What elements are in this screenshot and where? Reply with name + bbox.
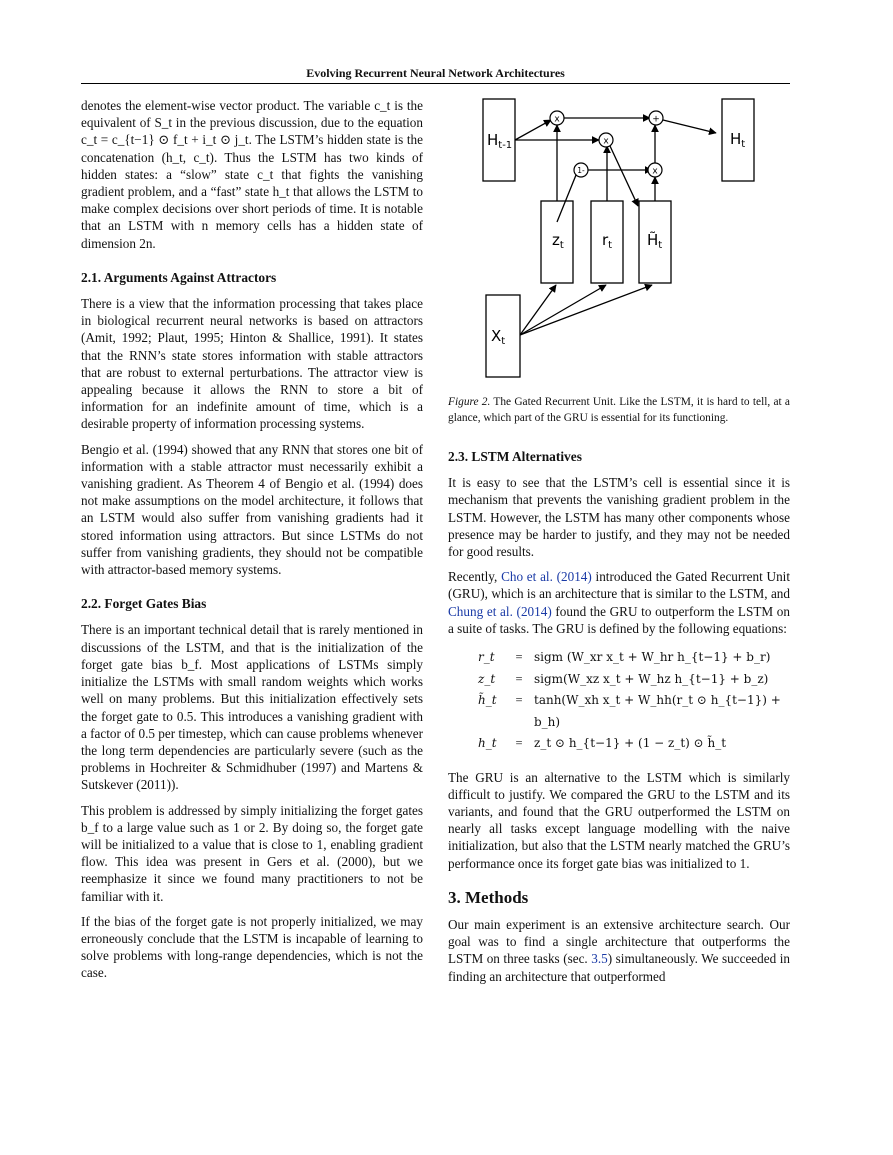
h-prev-label: $H_{t-1}$: [487, 131, 513, 151]
add-label: +: [652, 114, 660, 125]
left-column: [81, 97, 423, 990]
text-span: ) simultaneously. We succeeded in finding an architecture that outperformed: [448, 951, 790, 984]
citation-link[interactable]: Cho et al. (2014): [501, 569, 592, 585]
section-3-heading: 3. Methods: [448, 887, 529, 907]
gru-diagram: [470, 92, 746, 384]
paragraph-gru-intro: [448, 568, 790, 637]
section-2-3-heading: 2.3. LSTM Alternatives: [448, 449, 582, 464]
paragraph-forget-bias: There is an important technical detail that is rarely mentioned in discussions of the LSTM, and that is the initialization of the forget gate bias b_f. Most applications of LSTMs simply initialize the LSTMs with small random weights which works well on many problems. But this initialization effectively sets the forget gate to 0.5. This introduces a vanishing gradient with a factor of 0.5 per timestep, which can cause problems whenever the long term dependencies are particularly severe (such as the problems in Hochreiter & Schmidhuber (1997) and Martens & Sutskever (2011)).: [81, 622, 424, 793]
header-rule: [81, 83, 790, 84]
h-next-label: $H_t$: [730, 130, 746, 150]
equation-rhs: sigm (W_xr x_t + W_hr h_{t−1} + b_r): [534, 650, 771, 665]
figure-caption: [448, 395, 790, 426]
equals-sign: =: [515, 650, 523, 665]
text-span: Our main experiment is an extensive architecture search. Our goal was to find a single architecture that outperforms the LSTM on three tasks (sec.: [448, 916, 790, 967]
text-span: introduced the Gated Recurrent Unit (GRU), which is an architecture that is similar to the LSTM, and: [448, 569, 790, 602]
citation-link[interactable]: Chung et al. (2014): [448, 603, 552, 619]
running-header: Evolving Recurrent Neural Network Architectures: [306, 66, 565, 80]
section-ref-link[interactable]: 3.5: [591, 951, 608, 967]
text-span: found the GRU to outperform the LSTM on a suite of tasks. The GRU is defined by the following equations:: [448, 603, 790, 636]
equation-rhs: tanh(W_xh x_t + W_hh(r_t ⊙ h_{t−1}) + b_h): [534, 693, 781, 729]
equals-sign: =: [515, 736, 523, 751]
equals-sign: =: [515, 671, 523, 686]
paragraph-lstm-cell: It is easy to see that the LSTM’s cell is essential since it is mechanism that prevents the vanishing gradient problem in the LSTM. However, the LSTM has many other components whose presence may be harder to justify, and they may not be needed for good results.: [448, 475, 790, 560]
paragraph-init-fix: This problem is addressed by simply initializing the forget gates b_f to a large value such as 1 or 2. By doing so, the forget gate will be initialized to a value that is close to 1, enabling gradient flow. This idea was present in Gers et al. (2000), but we reemphasize it since we found many practitioners to not be familiar with it.: [81, 802, 423, 904]
gru-equations: [478, 647, 790, 755]
equation-lhs: h_t: [478, 736, 497, 751]
paragraph-lstm-states: denotes the element-wise vector product. The variable c_t is the equivalent of S_t in the previous discussion, due to the equation c_t = c_{t−1} ⊙ f_t + i_t ⊙ j_t. The LSTM’s hidden state is the concatenation (h_t, c_t). Thus the LSTM has two kinds of hidden states: a “slow” state c_t that fights the vanishing gradient problem, and a “fast” state h_t that allows the LSTM to make complex decisions over short periods of time. It is notable that an LSTM with n memory cells has a hidden state of dimension 2n.: [81, 98, 423, 251]
equation-lhs: r_t: [478, 650, 495, 665]
equation-row: [478, 733, 790, 755]
caption-label: Figure 2.: [448, 396, 491, 408]
z-gate-label: $z_t$: [552, 231, 564, 251]
paragraph-gru-comparison: The GRU is an alternative to the LSTM which is similarly difficult to justify. We compared the GRU to the LSTM and its variants, and found that the GRU outperformed the LSTM on nearly all tasks except language modelling with the naive initialization, but also that the LSTM nearly matched the GRU’s performance once its forget gate bias was initialized to 1.: [448, 769, 790, 871]
paragraph-conclusion: If the bias of the forget gate is not properly initialized, we may erroneously conclude that the LSTM is incapable of learning to solve problems with long-range dependencies, which is not the case.: [81, 913, 423, 981]
paragraph-bengio: Bengio et al. (1994) showed that any RNN that stores one bit of information with a stable attractor must necessarily exhibit a vanishing gradient. As Theorem 4 of Bengio et al. (1994) does not make assumptions on the model architecture, it follows that an LSTM would also suffer from vanishing gradients had it stored information using attractors. But since LSTMs do not suffer from vanishing gradients, they should not be compatible with attractor-based memory systems.: [81, 441, 423, 578]
equation-row: [478, 669, 790, 691]
equation-rhs: z_t ⊙ h_{t−1} + (1 − z_t) ⊙ h̃_t: [534, 736, 727, 751]
paragraph-methods: [448, 916, 790, 985]
equation-rhs: sigm(W_xz x_t + W_hz h_{t−1} + b_z): [534, 671, 769, 686]
text-span: Recently,: [448, 569, 502, 585]
equation-lhs: h̃_t: [478, 693, 497, 708]
equation-row: [478, 647, 790, 669]
hbar-label: $H̃_t$: [647, 231, 663, 251]
mul-label: x: [554, 114, 560, 125]
mul-label: x: [603, 136, 609, 147]
equation-row: [478, 690, 790, 733]
x-input-label: $X_t$: [491, 327, 506, 347]
equals-sign: =: [515, 693, 523, 708]
r-gate-label: $r_t$: [602, 231, 613, 251]
right-column: [448, 395, 790, 993]
caption-text: The Gated Recurrent Unit. Like the LSTM, it is hard to tell, at a glance, which part of the GRU is essential for its functioning.: [448, 396, 790, 424]
mul-label: x: [652, 166, 658, 177]
paragraph-attractors: There is a view that the information processing that takes place in biological recurrent neural networks is based on attractors (Amit, 1992; Plaut, 1995; Hinton & Shallice, 1991). It states that the RNN’s state stores information with stable attractors that are robust to external perturbations. The attractor view is appealing because it allows the RNN to store a bit of information for an indefinite amount of time, which is a desirable property of information processing systems.: [81, 296, 423, 432]
equation-lhs: z_t: [478, 671, 496, 686]
one-minus-label: 1-: [577, 166, 585, 175]
section-2-1-heading: 2.1. Arguments Against Attractors: [81, 269, 277, 285]
section-2-2-heading: 2.2. Forget Gates Bias: [81, 596, 207, 612]
